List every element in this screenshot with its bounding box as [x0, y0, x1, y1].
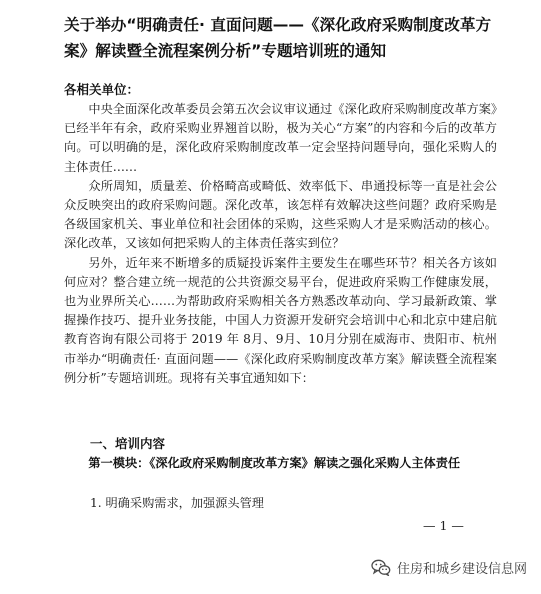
- watermark-text: 住房和城乡建设信息网: [397, 562, 528, 577]
- paragraph-2: 众所周知，质量差、价格畸高或畸低、效率低下、串通投标等一直是社会公众反映突出的政府采购问题。深化改革，该怎样有效解决这些问题？政府采购是各级国家机关、事业单位和社会团体的采购，这些采购人才是采购活动的核心。深化改革，又该如何把采购人的主体责任落实到位？: [64, 178, 497, 251]
- page-number: — 1 —: [423, 518, 464, 533]
- watermark: [371, 558, 527, 577]
- wechat-icon: [371, 559, 391, 576]
- module-heading: 第一模块：《深化政府采购制度改革方案》解读之强化采购人主体责任: [88, 456, 461, 470]
- list-item: 1. 明确采购需求，加强源头管理: [90, 496, 264, 510]
- section-heading: 一、培训内容: [90, 436, 166, 451]
- paragraph-3: 另外，近年来不断增多的质疑投诉案件主要发生在哪些环节？相关各方该如何应对？整合建立统一规范的公共资源交易平台，促进政府采购工作健康发展，也为业界所关心……为帮助政府采购相关各方熟悉改革动向、学习最新政策、掌握操作技巧、提升业务技能，中国人力资源开发研究会培训中心和北京中建启航教育咨询有限公司将于 2019 年 8月、9月、10月分别在威海市、贵阳市、杭州市举办“明确责任· 直面问题——《深化政府采购制度改革方案》解读暨全流程案例分析”专题培训班。现将有关事宜通知如下：: [64, 255, 497, 385]
- salutation: 各相关单位：: [64, 82, 140, 97]
- document-title: 关于举办“明确责任· 直面问题——《深化政府采购制度改革方案》解读暨全流程案例分析”专题培训班的通知: [64, 16, 492, 60]
- body-text: [64, 100, 497, 388]
- paragraph-1: 中央全面深化改革委员会第五次会议审议通过《深化政府采购制度改革方案》已经半年有余，政府采购业界翘首以盼，极为关心“方案”的内容和今后的改革方向。可以明确的是，深化政府采购制度改革一定会坚持问题导向，强化采购人的主体责任……: [64, 102, 497, 174]
